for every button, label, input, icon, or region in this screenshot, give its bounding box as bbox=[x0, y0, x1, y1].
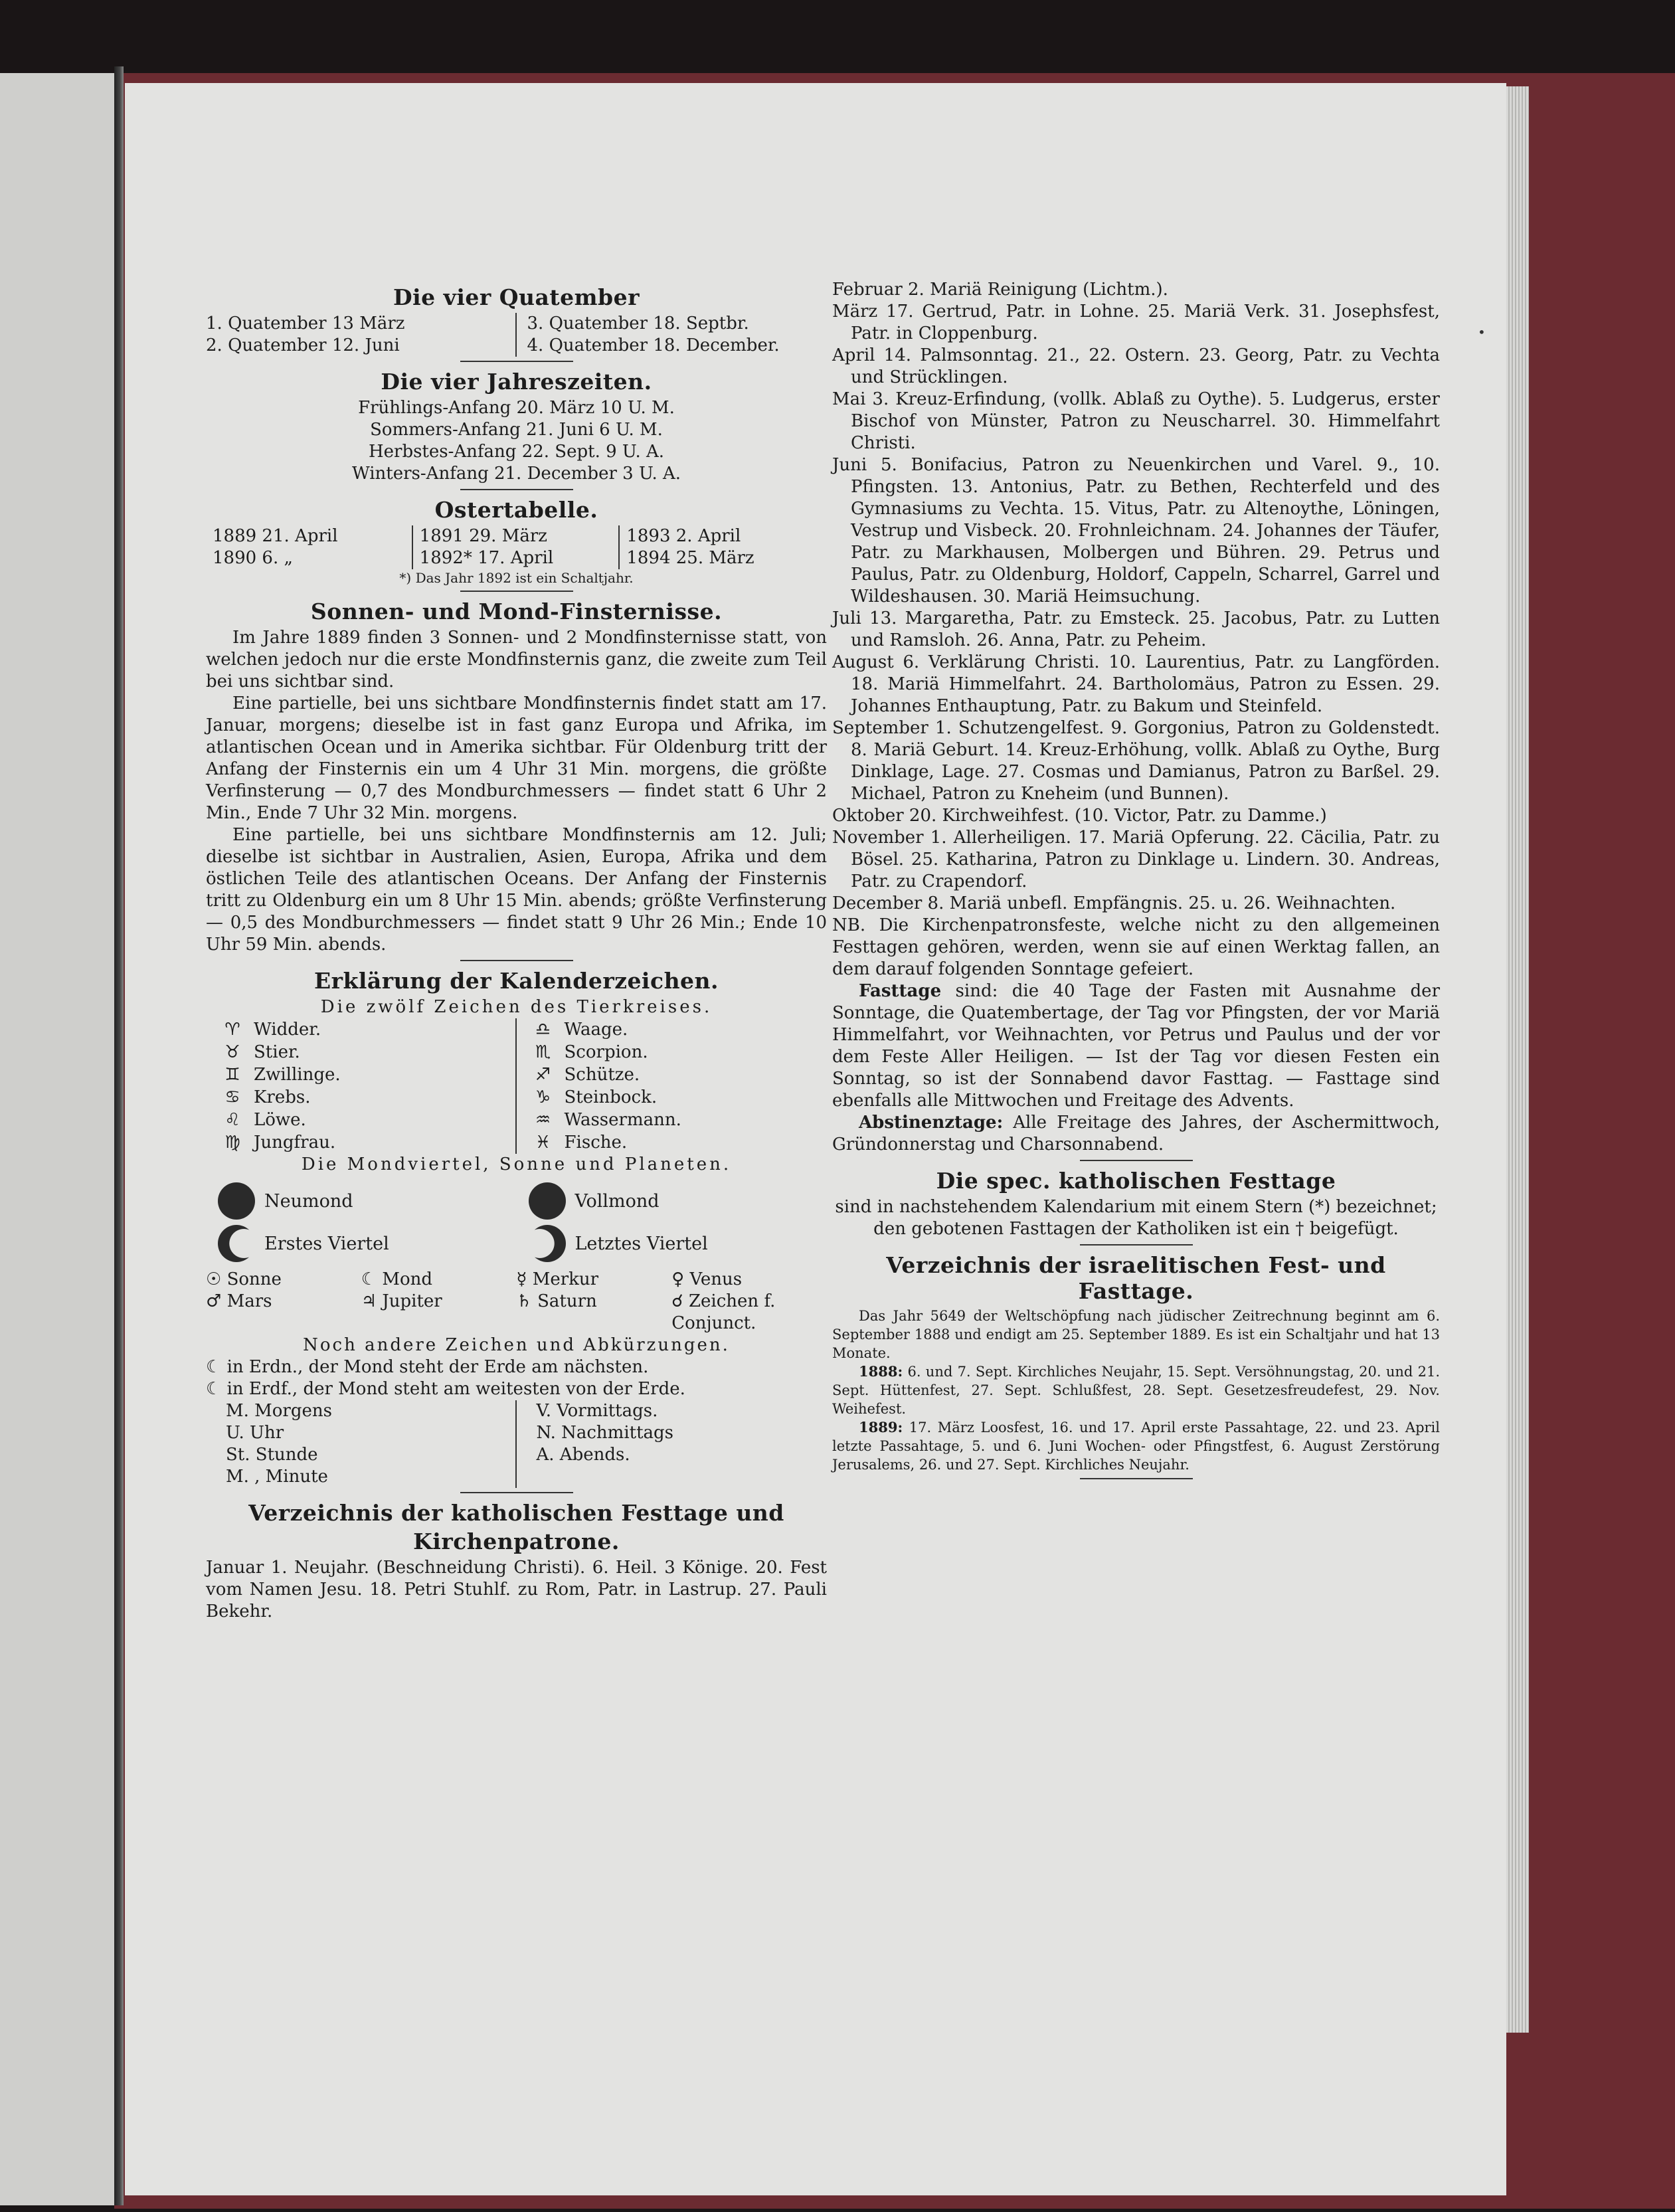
abstinenz-text: Alle Freitage des Jahres, der Aschermittwoch, Gründonnerstag und Charsonnabend. bbox=[832, 1113, 1440, 1154]
feast-entries bbox=[832, 279, 1440, 915]
easter-cell: 1889 21. April bbox=[213, 526, 338, 546]
quatember-line: 2. Quatember 12. Juni bbox=[206, 335, 400, 355]
section-divider bbox=[460, 960, 573, 961]
zodiac-right-column bbox=[517, 1018, 828, 1154]
jahreszeit-line: Sommers-Anfang 21. Juni 6 U. M. bbox=[370, 420, 663, 440]
year-label: 1889: bbox=[859, 1419, 903, 1435]
moon-label: Erstes Viertel bbox=[264, 1233, 389, 1254]
feast-month-entry: September 1. Schutzengelfest. 9. Gorgonius, Patron zu Goldenstedt. 8. Mariä Geburt. 14. Kreuz-Erhöhung, vollk. Ablaß zu Oythe, Burg Dinklage, Lage. 27. Cosmas und Damianus, Patron zu Barßel. 29. Michael, Patron zu Kneheim (und Bunnen). bbox=[832, 718, 1440, 804]
abbr-item: M. , Minute bbox=[226, 1467, 328, 1487]
zodiac-sign-label: Steinbock. bbox=[564, 1087, 658, 1107]
planet-item: ☌ Zeichen f. Conjunct. bbox=[671, 1291, 776, 1333]
planet-item: ☾ Mond bbox=[361, 1269, 432, 1289]
jahreszeiten-list bbox=[206, 397, 827, 485]
zodiac-sign bbox=[218, 1109, 515, 1131]
abbr-item: M. Morgens bbox=[226, 1401, 332, 1421]
new-moon-icon bbox=[218, 1182, 255, 1220]
jahreszeit-line: Frühlings-Anfang 20. März 10 U. M. bbox=[358, 398, 675, 418]
zodiac-sign-label: Widder. bbox=[254, 1020, 321, 1040]
zodiac-sign-label: Fische. bbox=[564, 1133, 628, 1152]
planet-item: ♃ Jupiter bbox=[361, 1291, 442, 1311]
zodiac-sign bbox=[529, 1018, 828, 1041]
easter-cell: 1893 2. April bbox=[626, 526, 741, 546]
israelitisch-1888 bbox=[832, 1362, 1440, 1418]
festtage-january: Januar 1. Neujahr. (Beschneidung Christi). 6. Heil. 3 Könige. 20. Fest vom Namen Jesu. 18. Petri Stuhlf. zu Rom, Patr. in Lastrup. 27. Pauli Bekehr. bbox=[206, 1558, 827, 1621]
zodiac-sign-icon: ♓ bbox=[535, 1133, 551, 1152]
planet-item: ♄ Saturn bbox=[516, 1291, 597, 1311]
zodiac-sign-label: Zwillinge. bbox=[254, 1065, 341, 1085]
moon-phase-full bbox=[517, 1180, 828, 1222]
fasttage-paragraph bbox=[832, 980, 1440, 1112]
moon-heading: Die Mondviertel, Sonne und Planeten. bbox=[301, 1154, 732, 1174]
zodiac-sign-label: Stier. bbox=[254, 1042, 300, 1062]
section-divider bbox=[460, 361, 573, 362]
planet-item: ♀ Venus bbox=[671, 1269, 743, 1289]
festtage-title-line2: Kirchenpatrone. bbox=[413, 1528, 620, 1554]
feast-month-entry: November 1. Allerheiligen. 17. Mariä Opferung. 22. Cäcilia, Patr. zu Bösel. 25. Katharina, Patron zu Dinklage u. Lindern. 30. Andreas, Patr. zu Crapendorf. bbox=[832, 828, 1440, 891]
moon-phase-last bbox=[517, 1222, 828, 1265]
quatember-table bbox=[206, 313, 827, 357]
planet-item: ☉ Sonne bbox=[206, 1269, 282, 1289]
last-quarter-icon bbox=[529, 1225, 566, 1262]
feast-month-entry: April 14. Palmsonntag. 21., 22. Ostern. 23. Georg, Patr. zu Vechta und Strücklingen. bbox=[832, 345, 1440, 387]
planet-item: ☿ Merkur bbox=[516, 1269, 599, 1289]
jahreszeit-line: Herbstes-Anfang 22. Sept. 9 U. A. bbox=[368, 442, 665, 462]
feast-month-entry: März 17. Gertrud, Patr. in Lohne. 25. Mariä Verk. 31. Josephsfest, Patr. in Cloppenburg. bbox=[832, 302, 1440, 343]
israelitisch-title: Verzeichnis der israelitischen Fest- und Fasttage. bbox=[886, 1252, 1386, 1304]
zodiac-sign-icon: ♋ bbox=[224, 1087, 240, 1107]
left-column bbox=[206, 279, 827, 1623]
year-text: 17. März Loosfest, 16. und 17. April erste Passahtage, 22. und 23. April letzte Passahtage, 5. und 6. Juni Wochen- oder Pfingstfest, 6. August Zerstörung Jerusalems, 26. und 27. Sept. Kirchliches Neujahr. bbox=[832, 1420, 1440, 1473]
fasttage-text: sind: die 40 Tage der Fasten mit Ausnahme der Sonntage, die Quatembertage, der Tag vor Pfingsten, der vor Mariä Himmelfahrt, vor Weihnachten, vor Petrus und Paulus und der vor dem Feste Aller Heiligen. — Ist der Tag vor diesen Festen ein Sonntag, so ist der Sonnabend davor Fasttag. — Fasttage sind ebenfalls alle Mittwochen und Freitage des Advents. bbox=[832, 981, 1440, 1111]
abbr-item: N. Nachmittags bbox=[536, 1423, 674, 1443]
zodiac-sign-label: Waage. bbox=[564, 1020, 628, 1040]
quatember-line: 4. Quatember 18. December. bbox=[527, 335, 780, 355]
planet-symbols bbox=[206, 1269, 827, 1335]
abbreviation-table bbox=[206, 1400, 827, 1488]
nb-note: NB. Die Kirchenpatronsfeste, welche nicht zu den allgemeinen Festtagen gehören, werden, wenn sie auf einen Werktag fallen, an dem darauf folgenden Sonntage gefeiert. bbox=[832, 915, 1440, 979]
section-divider bbox=[460, 489, 573, 490]
zodiac-left-column bbox=[206, 1018, 517, 1154]
ostertabelle-title: Ostertabelle. bbox=[434, 497, 598, 523]
section-divider bbox=[1080, 1478, 1193, 1479]
zodiac-sign-label: Wassermann. bbox=[564, 1110, 681, 1130]
section-divider bbox=[460, 1492, 573, 1493]
moon-label: Neumond bbox=[264, 1190, 353, 1212]
jahreszeiten-title: Die vier Jahreszeiten. bbox=[381, 369, 652, 395]
jahreszeit-line: Winters-Anfang 21. December 3 U. A. bbox=[351, 464, 681, 484]
page-edges bbox=[1506, 86, 1529, 2033]
zodiac-sign-icon: ♒ bbox=[535, 1110, 551, 1130]
zodiac-sign bbox=[529, 1086, 828, 1109]
other-signs-heading: Noch andere Zeichen und Abkürzungen. bbox=[303, 1335, 730, 1355]
planet-item: ♂ Mars bbox=[206, 1291, 272, 1311]
page-dot-mark: • bbox=[1478, 324, 1486, 340]
abbr-item: U. Uhr bbox=[226, 1423, 284, 1443]
feast-month-entry: December 8. Mariä unbefl. Empfängnis. 25. u. 26. Weihnachten. bbox=[832, 893, 1396, 913]
zodiac-sign bbox=[218, 1018, 515, 1041]
kalenderzeichen-title: Erklärung der Kalenderzeichen. bbox=[313, 968, 719, 994]
abstinenz-paragraph bbox=[832, 1112, 1440, 1156]
section-divider bbox=[1080, 1244, 1193, 1245]
zodiac-sign bbox=[218, 1041, 515, 1063]
moon-phases bbox=[206, 1180, 827, 1265]
abbr-item: V. Vormittags. bbox=[536, 1401, 658, 1421]
feast-month-entry: Juni 5. Bonifacius, Patron zu Neuenkirchen und Varel. 9., 10. Pfingsten. 13. Antonius, Patr. zu Bethen, Rechterfeld und des Gymnasiums zu Vechta. 15. Vitus, Patr. zu Altenoythe, Löningen, Vestrup und Visbeck. 20. Frohnleichnam. 24. Johannes der Täufer, Patr. zu Markhausen, Molbergen und Bühren. 29. Petrus und Paulus, Patr. zu Oldenburg, Holdorf, Cappeln, Scharrel, Garrel und Wildeshausen. 30. Mariä Heimsuchung. bbox=[832, 455, 1440, 606]
zodiac-sign-label: Jungfrau. bbox=[254, 1133, 336, 1152]
easter-cell: 1890 6. „ bbox=[213, 548, 293, 568]
section-divider bbox=[460, 591, 573, 592]
feast-month-entry: Oktober 20. Kirchweihfest. (10. Victor, Patr. zu Damme.) bbox=[832, 806, 1327, 826]
fasttage-label: Fasttage bbox=[859, 981, 942, 1001]
quatember-title: Die vier Quatember bbox=[393, 284, 640, 310]
finsternisse-title: Sonnen- und Mond-Finsternisse. bbox=[310, 599, 723, 624]
zodiac-sign-label: Krebs. bbox=[254, 1087, 311, 1107]
zodiac-sign-icon: ♎ bbox=[535, 1020, 551, 1040]
zodiac-sign bbox=[529, 1109, 828, 1131]
moon-label: Vollmond bbox=[574, 1190, 660, 1212]
finsternisse-paragraph: Im Jahre 1889 finden 3 Sonnen- und 2 Mondfinsternisse statt, von welchen jedoch nur die erste Mondfinsternis ganz, die zweite zum Teil bei uns sichtbar sind. bbox=[206, 628, 827, 691]
zodiac-sign-icon: ♈ bbox=[224, 1020, 240, 1040]
full-moon-icon bbox=[529, 1182, 566, 1220]
zodiac-sign-icon: ♊ bbox=[224, 1065, 240, 1085]
zodiac-sign bbox=[218, 1063, 515, 1086]
easter-cell: 1894 25. März bbox=[626, 548, 754, 568]
easter-cell: 1892* 17. April bbox=[419, 548, 554, 568]
finsternisse-paragraph: Eine partielle, bei uns sichtbare Mondfinsternis findet statt am 17. Januar, morgens; dieselbe ist in fast ganz Europa und Afrika, im atlantischen Ocean und in Amerika sichtbar. Für Oldenburg tritt der Anfang der Finsternis ein um 4 Uhr 31 Min. morgens, die größte Verfinsterung — 0,7 des Mondburchmessers — findet statt 6 Uhr 2 Min., Ende 7 Uhr 32 Min. morgens. bbox=[206, 693, 827, 823]
book-gutter bbox=[114, 66, 124, 2205]
other-sign-line: ☾ in Erdn., der Mond steht der Erde am nächsten. bbox=[206, 1357, 649, 1377]
page-content bbox=[153, 166, 1461, 2106]
zodiac-sign-icon: ♑ bbox=[535, 1087, 551, 1107]
first-quarter-icon bbox=[218, 1225, 255, 1262]
moon-phase-new bbox=[206, 1180, 517, 1222]
zodiac-sign-icon: ♉ bbox=[224, 1042, 240, 1062]
spec-festtage-title: Die spec. katholischen Festtage bbox=[936, 1168, 1336, 1194]
abbr-item: St. Stunde bbox=[226, 1445, 318, 1465]
zodiac-sign-label: Scorpion. bbox=[564, 1042, 648, 1062]
israelitisch-intro: Das Jahr 5649 der Weltschöpfung nach jüdischer Zeitrechnung beginnt am 6. September 1888 und endigt am 25. September 1889. Es ist ein Schaltjahr und hat 13 Monate. bbox=[832, 1308, 1440, 1361]
zodiac-sign-icon: ♐ bbox=[535, 1065, 551, 1085]
zodiac-heading: Die zwölf Zeichen des Tierkreises. bbox=[320, 997, 713, 1017]
year-text: 6. und 7. Sept. Kirchliches Neujahr, 15. Sept. Versöhnungstag, 20. und 21. Sept. Hüttenfest, 27. Sept. Schlußfest, 28. Sept. Gesetzesfreudefest, 29. Nov. Weihefest. bbox=[832, 1364, 1440, 1417]
zodiac-sign-label: Löwe. bbox=[254, 1110, 306, 1130]
ostertabelle-table bbox=[206, 525, 827, 569]
zodiac-sign bbox=[218, 1131, 515, 1154]
feast-month-entry: August 6. Verklärung Christi. 10. Laurentius, Patr. zu Langförden. 18. Mariä Himmelfahrt. 24. Bartholomäus, Patron zu Essen. 29. Johannes Enthauptung, Patr. zu Bakum und Steinfeld. bbox=[832, 652, 1440, 716]
zodiac-sign-icon: ♍ bbox=[224, 1133, 240, 1152]
quatember-line: 3. Quatember 18. Septbr. bbox=[527, 314, 749, 333]
feast-month-entry: Februar 2. Mariä Reinigung (Lichtm.). bbox=[832, 280, 1168, 300]
easter-cell: 1891 29. März bbox=[419, 526, 547, 546]
right-column bbox=[832, 279, 1440, 1486]
section-divider bbox=[1080, 1160, 1193, 1161]
zodiac-table bbox=[206, 1018, 827, 1154]
moon-phase-first bbox=[206, 1222, 517, 1265]
zodiac-sign bbox=[529, 1131, 828, 1154]
spec-festtage-text: sind in nachstehendem Kalendarium mit einem Stern (*) bezeichnet; den gebotenen Fasttagen der Katholiken ist ein † beigefügt. bbox=[835, 1197, 1437, 1239]
zodiac-sign-icon: ♏ bbox=[535, 1042, 551, 1062]
zodiac-sign bbox=[218, 1086, 515, 1109]
feast-month-entry: Mai 3. Kreuz-Erfindung, (vollk. Ablaß zu Oythe). 5. Ludgerus, erster Bischof von Münster, Patron zu Neuscharrel. 30. Himmelfahrt Christi. bbox=[832, 389, 1440, 453]
festtage-title: Verzeichnis der katholischen Festtage und bbox=[248, 1500, 784, 1526]
zodiac-sign bbox=[529, 1063, 828, 1086]
quatember-line: 1. Quatember 13 März bbox=[206, 314, 405, 333]
zodiac-sign-icon: ♌ bbox=[224, 1110, 240, 1130]
left-page bbox=[0, 73, 114, 2205]
israelitisch-1889 bbox=[832, 1418, 1440, 1474]
zodiac-sign bbox=[529, 1041, 828, 1063]
finsternisse-paragraph: Eine partielle, bei uns sichtbare Mondfinsternis am 12. Juli; dieselbe ist sichtbar in Australien, Asien, Europa, Afrika und dem östlichen Teile des atlantischen Oceans. Der Anfang der Finsternis tritt zu Oldenburg ein um 8 Uhr 15 Min. abends; größte Verfinsterung — 0,5 des Mondburchmessers — findet statt 9 Uhr 26 Min.; Ende 10 Uhr 59 Min. abends. bbox=[206, 825, 827, 955]
abstinenz-label: Abstinenztage: bbox=[859, 1113, 1004, 1133]
year-label: 1888: bbox=[859, 1363, 903, 1380]
moon-label: Letztes Viertel bbox=[574, 1233, 708, 1254]
feast-month-entry: Juli 13. Margaretha, Patr. zu Emsteck. 25. Jacobus, Patr. zu Lutten und Ramsloh. 26. Anna, Patr. zu Peheim. bbox=[832, 608, 1440, 650]
other-sign-line: ☾ in Erdf., der Mond steht am weitesten von der Erde. bbox=[206, 1379, 685, 1399]
ostertabelle-note: *) Das Jahr 1892 ist ein Schaltjahr. bbox=[399, 570, 634, 586]
abbr-item: A. Abends. bbox=[536, 1445, 630, 1465]
zodiac-sign-label: Schütze. bbox=[564, 1065, 640, 1085]
